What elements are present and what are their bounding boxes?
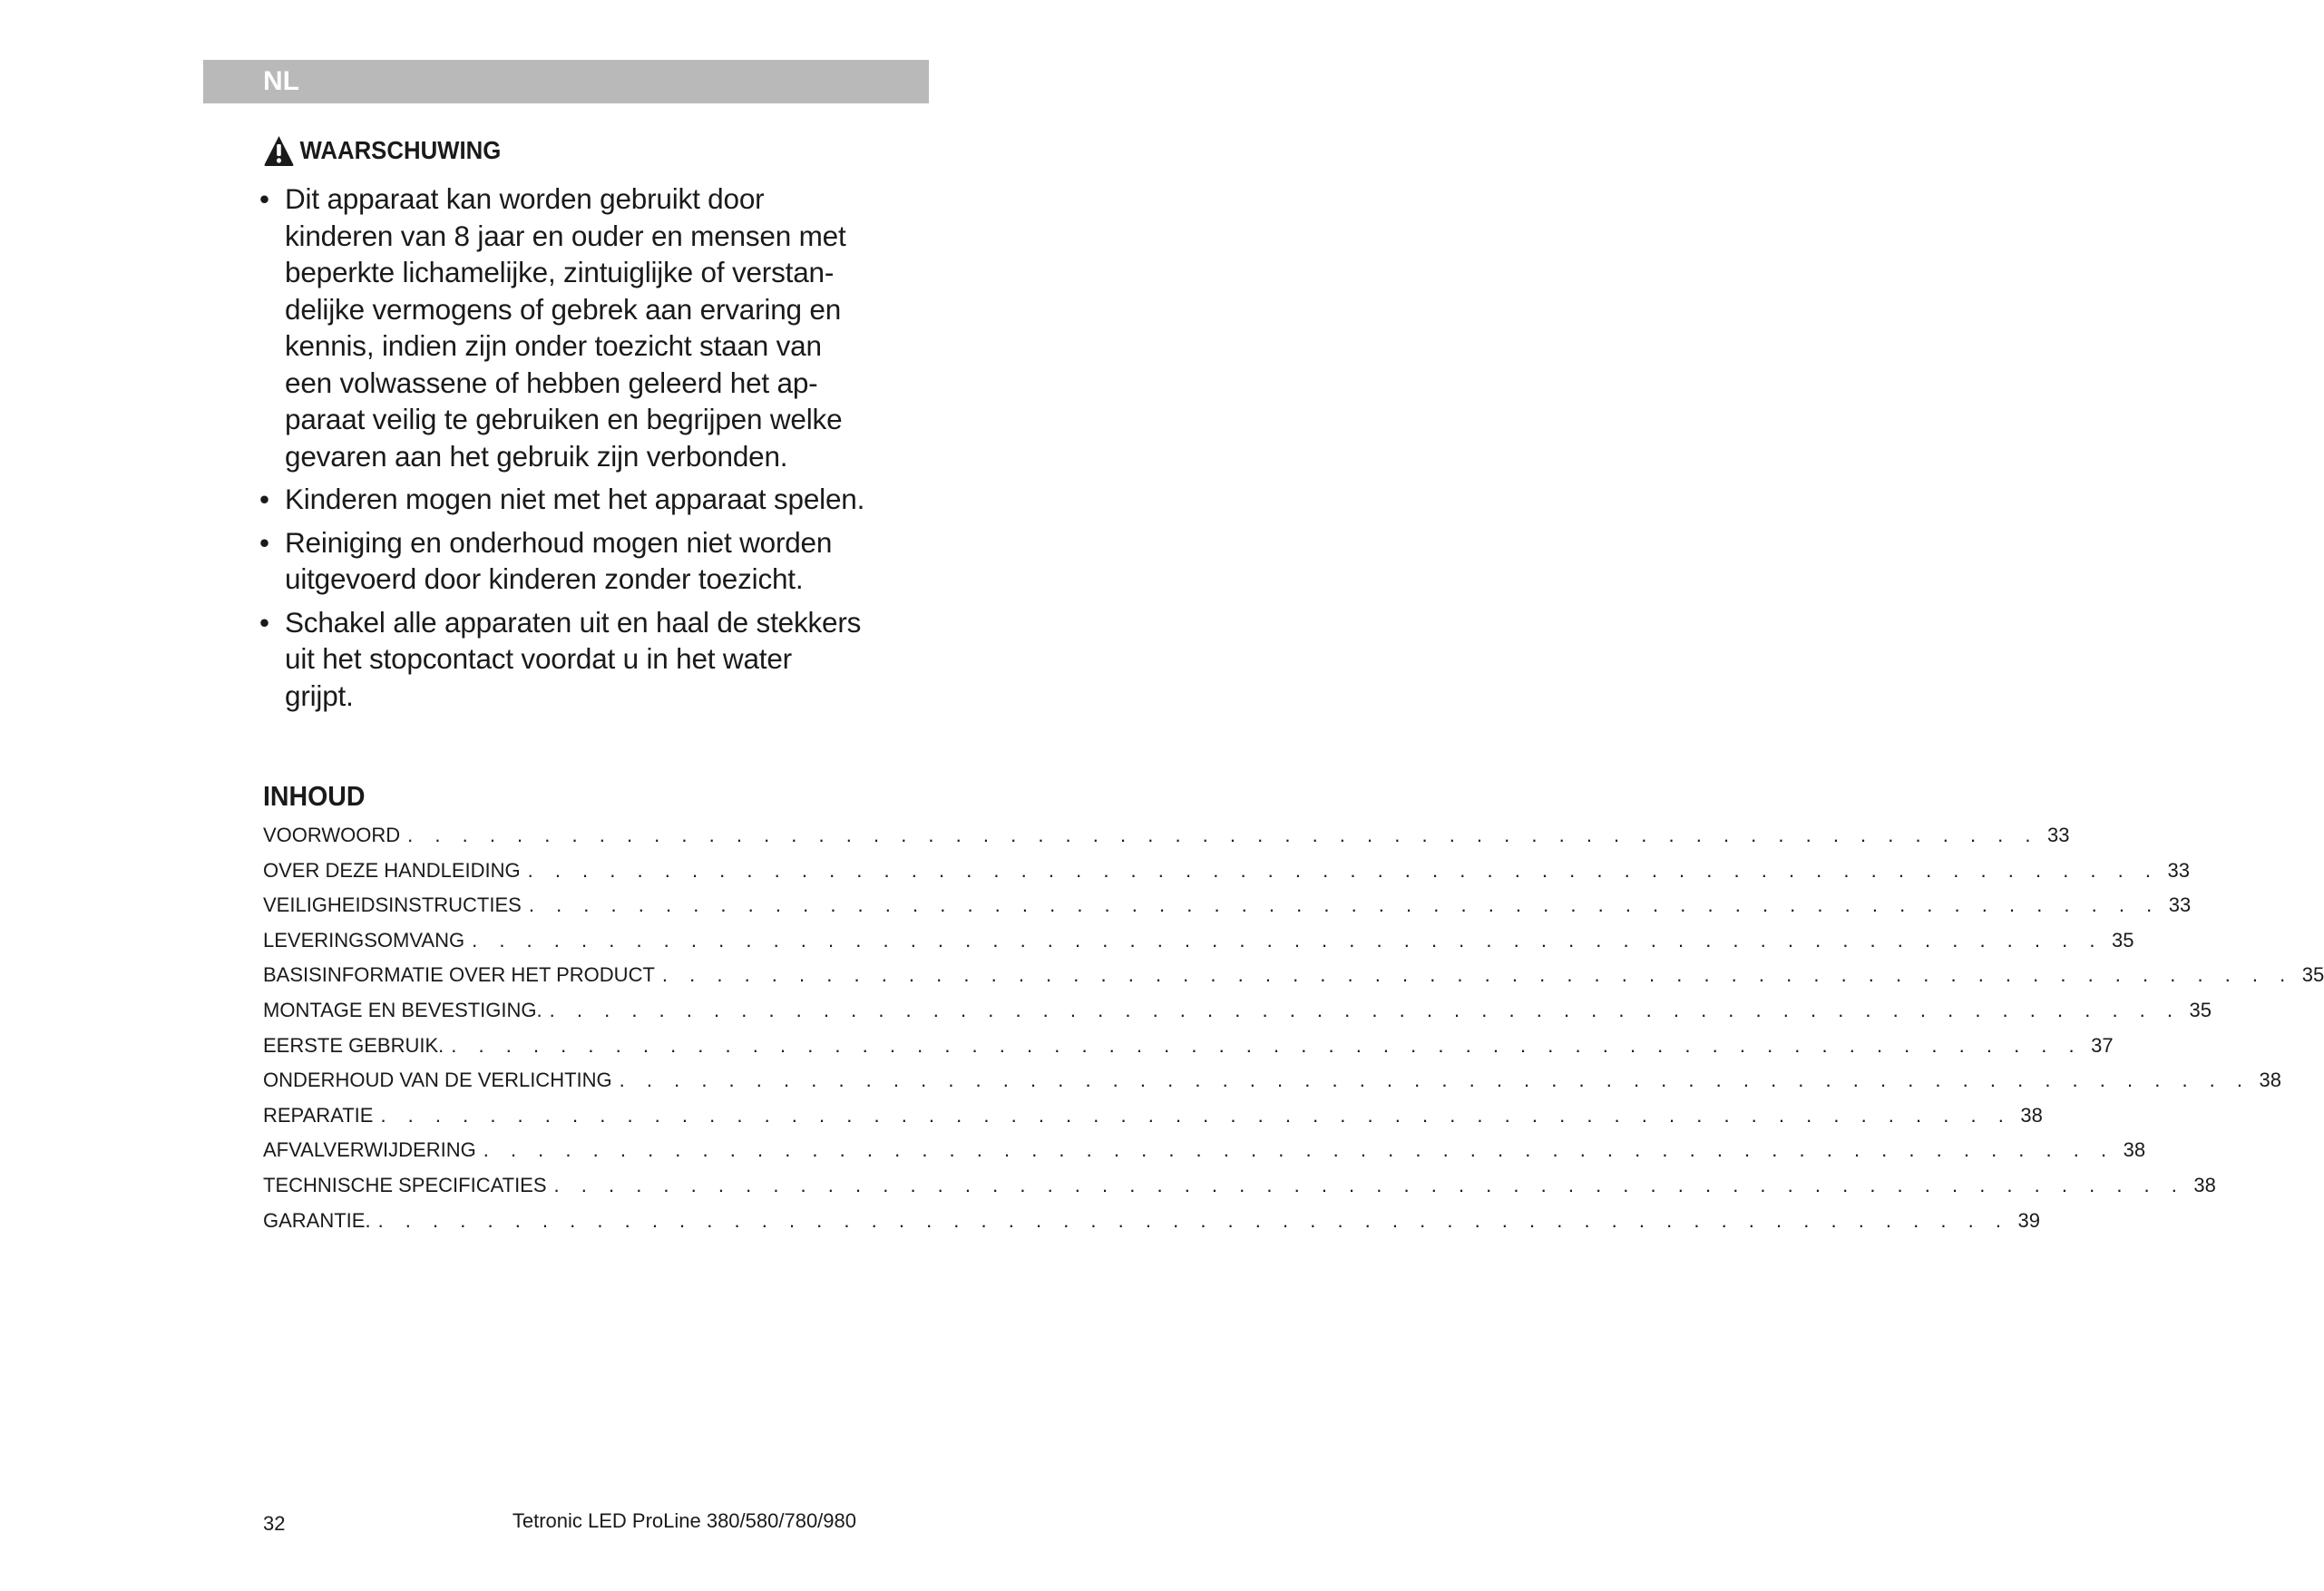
toc-dot-leader: . . . . . . . . . . . . . . . . . . . . . . . . . . . . . . . . . . . . . . . . . . . . . . . . . . . . . . . . . . . .: [528, 893, 2161, 917]
bullet-dot-icon: •: [259, 483, 269, 515]
toc-entry[interactable]: [263, 1069, 2282, 1104]
toc-entry-page: 35: [2189, 998, 2212, 1021]
toc-entry-page: 39: [2017, 1208, 2040, 1232]
warning-bullet-line: delijke vermogens of gebrek aan ervaring en: [285, 292, 842, 326]
warning-bullet: [259, 604, 913, 715]
warning-bullet: [259, 481, 913, 518]
warning-bullet: [259, 181, 913, 474]
toc-entry-label: MONTAGE EN BEVESTIGING.: [263, 998, 542, 1021]
warning-bullet-line: Reiniging en onderhoud mogen niet worden: [285, 525, 833, 559]
warning-bullet-line: Schakel alle apparaten uit en haal de stekkers: [285, 605, 862, 639]
bullet-dot-icon: •: [259, 182, 269, 215]
toc-entry-label: GARANTIE.: [263, 1208, 371, 1232]
toc-entry[interactable]: [263, 824, 2070, 859]
toc-entry-page: 33: [2168, 893, 2192, 917]
warning-bullet-line: paraat veilig te gebruiken en begrijpen welke: [285, 403, 843, 435]
warning-bullet-line: Dit apparaat kan worden gebruikt door: [285, 182, 765, 215]
toc-entry-page: 38: [2193, 1173, 2216, 1196]
toc-entry-label: OVER DEZE HANDLEIDING: [263, 858, 521, 882]
language-code: NL: [263, 66, 299, 96]
toc-entry-page: 37: [2091, 1033, 2114, 1057]
toc-dot-leader: . . . . . . . . . . . . . . . . . . . . . . . . . . . . . . . . . . . . . . . . . . . . . . . . . . . . . . . . . . . .: [377, 1208, 2009, 1232]
toc-entry-label: VOORWOORD: [263, 824, 401, 846]
toc-entry-page: 33: [2047, 824, 2070, 846]
toc-dot-leader: . . . . . . . . . . . . . . . . . . . . . . . . . . . . . . . . . . . . . . . . . . . . . . . . . . . . . . . . . . . .: [483, 1138, 2115, 1162]
toc-list: [263, 824, 2324, 1244]
warning-bullet-line: Kinderen mogen niet met het apparaat spelen.: [285, 483, 865, 515]
toc-entry[interactable]: [263, 963, 2324, 999]
toc-dot-leader: . . . . . . . . . . . . . . . . . . . . . . . . . . . . . . . . . . . . . . . . . . . . . . . . . . . . . . . . . . . .: [380, 1103, 2012, 1127]
toc-dot-leader: . . . . . . . . . . . . . . . . . . . . . . . . . . . . . . . . . . . . . . . . . . . . . . . . . . . . . . . . . . . .: [472, 928, 2104, 952]
toc-entry-label: TECHNISCHE SPECIFICATIES: [263, 1173, 547, 1196]
warning-heading: [263, 134, 501, 167]
warning-bullet-line: gevaren aan het gebruik zijn verbonden.: [285, 439, 788, 473]
toc-entry-page: 38: [2259, 1069, 2282, 1092]
toc-entry-page: 35: [2301, 963, 2324, 987]
warning-list: [259, 181, 913, 720]
language-header-bar: [203, 60, 929, 103]
toc-dot-leader: . . . . . . . . . . . . . . . . . . . . . . . . . . . . . . . . . . . . . . . . . . . . . . . . . . . . . . . . . . . .: [407, 824, 2039, 846]
warning-heading-text: WAARSCHUWING: [299, 136, 502, 164]
bullet-dot-icon: •: [259, 525, 269, 559]
warning-bullet-line: grijpt.: [285, 678, 354, 712]
warning-bullet-line: uit het stopcontact voordat u in het water: [285, 642, 792, 675]
toc-entry-label: REPARATIE: [263, 1103, 374, 1127]
toc-entry[interactable]: [263, 1033, 2114, 1069]
toc-entry-page: 35: [2111, 928, 2134, 952]
warning-triangle-icon: [263, 134, 295, 167]
toc-entry-label: BASISINFORMATIE OVER HET PRODUCT: [263, 963, 655, 987]
toc-entry-page: 38: [2123, 1138, 2146, 1162]
warning-bullet: [259, 524, 913, 598]
toc-entry-label: ONDERHOUD VAN DE VERLICHTING: [263, 1069, 612, 1092]
warning-bullet-line: kinderen van 8 jaar en ouder en mensen met: [285, 219, 846, 252]
page-number: 32: [263, 1512, 286, 1535]
toc-title: INHOUD: [263, 780, 366, 812]
toc-entry-label: EERSTE GEBRUIK.: [263, 1033, 444, 1057]
toc-dot-leader: . . . . . . . . . . . . . . . . . . . . . . . . . . . . . . . . . . . . . . . . . . . . . . . . . . . . . . . . . . . .: [549, 998, 2182, 1021]
toc-entry-page: 38: [2020, 1103, 2043, 1127]
toc-entry[interactable]: [263, 893, 2192, 929]
bullet-dot-icon: •: [259, 605, 269, 639]
toc-dot-leader: . . . . . . . . . . . . . . . . . . . . . . . . . . . . . . . . . . . . . . . . . . . . . . . . . . . . . . . . . . . .: [527, 858, 2159, 882]
warning-bullet-line: kennis, indien zijn onder toezicht staan van: [285, 329, 822, 362]
toc-entry[interactable]: [263, 858, 2190, 894]
toc-entry[interactable]: [263, 928, 2134, 964]
toc-entry-page: 33: [2167, 858, 2190, 882]
warning-bullet-line: een volwassene of hebben geleerd het ap-: [285, 366, 818, 399]
warning-bullet-line: uitgevoerd door kinderen zonder toezicht.: [285, 562, 804, 595]
warning-bullet-line: beperkte lichamelijke, zintuiglijke of verstan-: [285, 256, 835, 288]
toc-entry-label: LEVERINGSOMVANG: [263, 928, 465, 952]
toc-entry[interactable]: [263, 1103, 2043, 1139]
toc-entry[interactable]: [263, 1208, 2040, 1244]
toc-entry[interactable]: [263, 1173, 2216, 1209]
toc-entry[interactable]: [263, 1138, 2146, 1174]
toc-dot-leader: . . . . . . . . . . . . . . . . . . . . . . . . . . . . . . . . . . . . . . . . . . . . . . . . . . . . . . . . . . . .: [661, 963, 2294, 987]
toc-dot-leader: . . . . . . . . . . . . . . . . . . . . . . . . . . . . . . . . . . . . . . . . . . . . . . . . . . . . . . . . . . . .: [619, 1069, 2251, 1092]
toc-entry-label: AFVALVERWIJDERING: [263, 1138, 476, 1162]
product-name: Tetronic LED ProLine 380/580/780/980: [512, 1509, 856, 1532]
toc-dot-leader: . . . . . . . . . . . . . . . . . . . . . . . . . . . . . . . . . . . . . . . . . . . . . . . . . . . . . . . . . . . .: [451, 1033, 2083, 1057]
toc-entry[interactable]: [263, 998, 2212, 1034]
toc-dot-leader: . . . . . . . . . . . . . . . . . . . . . . . . . . . . . . . . . . . . . . . . . . . . . . . . . . . . . . . . . . . .: [553, 1173, 2185, 1196]
toc-entry-label: VEILIGHEIDSINSTRUCTIES: [263, 893, 522, 917]
